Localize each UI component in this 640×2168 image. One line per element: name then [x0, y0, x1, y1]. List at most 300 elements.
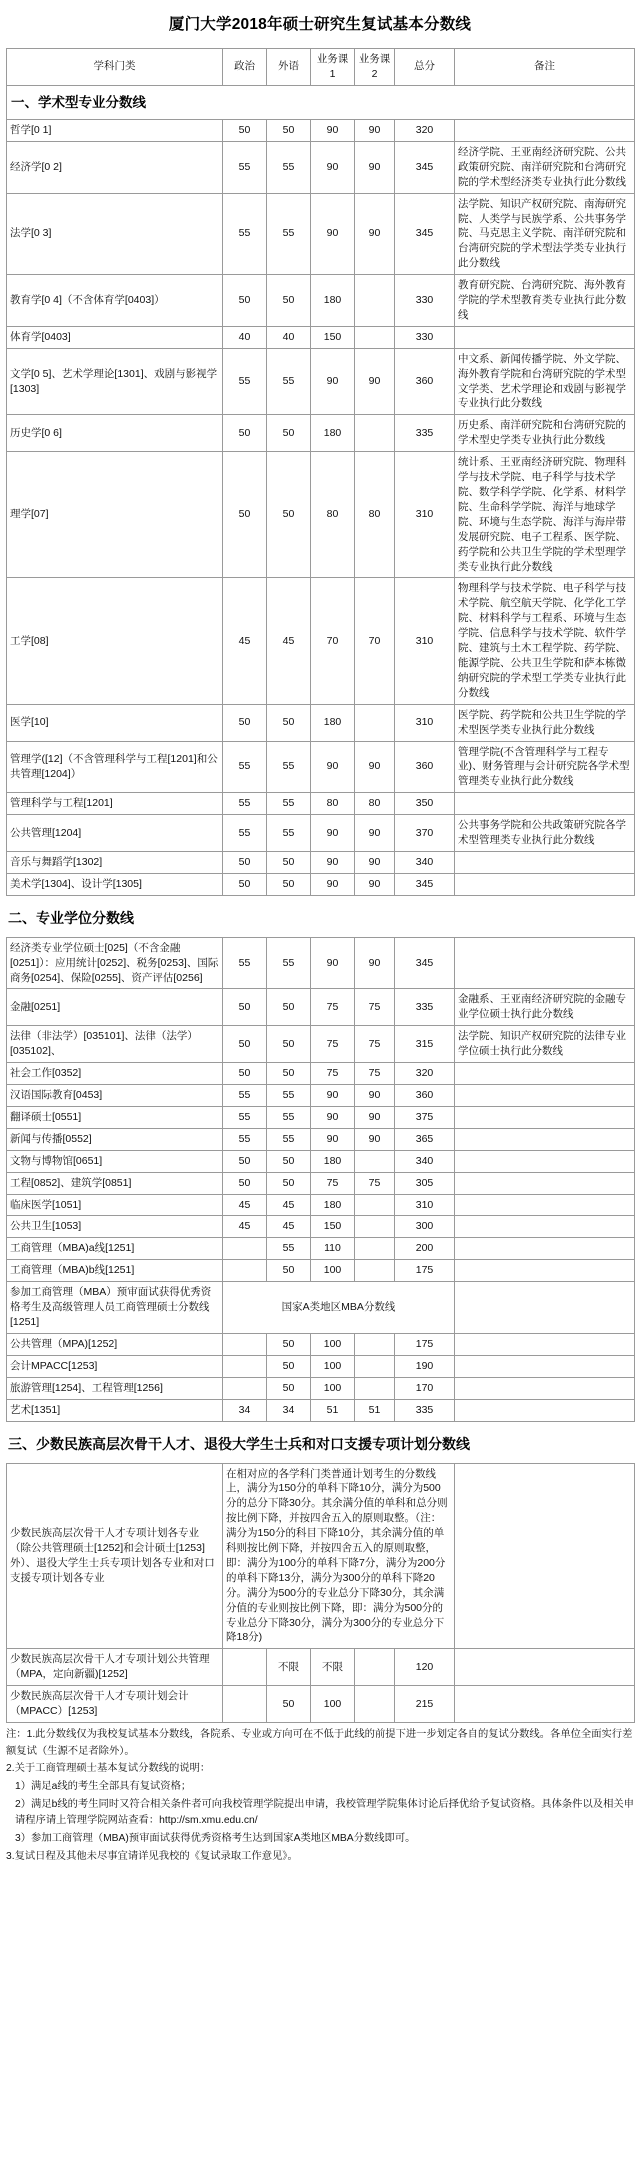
sec3-total-1: 120: [395, 1649, 455, 1686]
sec2-politics-11: [223, 1238, 267, 1260]
sec2-subject-5: 翻译硕士[0551]: [7, 1106, 223, 1128]
sec1-politics-11: 55: [223, 793, 267, 815]
table-row: [7, 1026, 635, 1063]
sec1-course2-0: 90: [355, 119, 395, 141]
sec1-total-2: 345: [395, 193, 455, 275]
sec1-course2-10: 90: [355, 741, 395, 793]
section-2-heading: 二、专业学位分数线: [8, 909, 134, 926]
sec2-foreign-0: 55: [267, 937, 311, 989]
sec2-politics-14: [223, 1333, 267, 1355]
sec2-total-2: 315: [395, 1026, 455, 1063]
footnote-1: 注：1.此分数线仅为我校复试基本分数线，各院系、专业或方向可在不低于此线的前提下进一步划定各自的复试分数线。各单位全面实行差额复试（生源不足者除外）。: [6, 1729, 633, 1757]
sec2-politics-6: 55: [223, 1128, 267, 1150]
table-row: [7, 1463, 635, 1649]
sec1-course2-5: 90: [355, 348, 395, 415]
sec1-politics-10: 55: [223, 741, 267, 793]
table-header-row: [7, 49, 635, 86]
sec1-politics-2: 55: [223, 193, 267, 275]
sec2-course1-9: 180: [311, 1194, 355, 1216]
sec2-course2-12: [355, 1260, 395, 1282]
sec1-total-4: 330: [395, 326, 455, 348]
sec1-remark-9: 医学院、药学院和公共卫生学院的学术型医学类专业执行此分数线: [455, 704, 635, 741]
sec2-foreign-15: 50: [267, 1355, 311, 1377]
sec2-remark-6: [455, 1128, 635, 1150]
sec2-remark-14: [455, 1333, 635, 1355]
sec2-subject-6: 新闻与传播[0552]: [7, 1128, 223, 1150]
sec3-merged-note-0: 在相对应的各学科门类普通计划考生的分数线上，满分为150分的单科下降10分，满分为500分的总分下降30分。其余满分值的单科和总分则按比例下降，并按四舍五入的原则取整。（注：满分为150分的科目下降10分，其余满分值的单科则按比例下降，并按四舍五入的原则取整，即：满分为100分的单科下降7分，满分为200分的单科下降13分，满分为300分的单科下降20分。满分为500分的专业总分下降30分，其余满分值的专业则按比例下降，即：满分为500分的专业总分下降30分，满分为300分的专业总分下降18分): [223, 1463, 455, 1649]
sec2-total-0: 345: [395, 937, 455, 989]
sec2-politics-15: [223, 1355, 267, 1377]
sec1-total-7: 310: [395, 452, 455, 578]
sec2-total-4: 360: [395, 1085, 455, 1107]
sec2-course1-10: 150: [311, 1216, 355, 1238]
column-header-major-course-1: 业务课1: [311, 49, 355, 86]
sec1-course1-6: 180: [311, 415, 355, 452]
sec3-subject-0: 少数民族高层次骨干人才专项计划各专业（除公共管理硕士[1252]和会计硕士[1253]外）、退役大学生士兵专项计划各专业和对口支援专项计划各专业: [7, 1463, 223, 1649]
sec2-course1-4: 90: [311, 1085, 355, 1107]
sec2-course2-16: [355, 1377, 395, 1399]
sec1-foreign-1: 55: [267, 141, 311, 193]
score-table-professional: [6, 937, 635, 1422]
section-3-body: [7, 1463, 635, 1723]
table-row: [7, 1282, 635, 1334]
sec2-total-9: 310: [395, 1194, 455, 1216]
sec1-remark-14: [455, 873, 635, 895]
sec1-subject-6: 历史学[0 6]: [7, 415, 223, 452]
sec2-course2-4: 90: [355, 1085, 395, 1107]
footnotes: [6, 1727, 634, 1865]
sec1-course2-11: 80: [355, 793, 395, 815]
sec2-politics-0: 55: [223, 937, 267, 989]
sec1-remark-8: 物理科学与技术学院、电子科学与技术学院、航空航天学院、化学化工学院、材料科学与工程系、环境与生态学院、信息科学与技术学院、软件学院、建筑与土木工程学院、药学院、能源学院、公共卫生学院和萨本栋微纳研究院的学术型工学类专业执行此分数线: [455, 578, 635, 704]
sec2-remark-1: 金融系、王亚南经济研究院的金融专业学位硕士执行此分数线: [455, 989, 635, 1026]
sec1-course2-1: 90: [355, 141, 395, 193]
sec2-foreign-12: 50: [267, 1260, 311, 1282]
sec2-course1-11: 110: [311, 1238, 355, 1260]
table-row: [7, 1150, 635, 1172]
sec2-foreign-5: 55: [267, 1106, 311, 1128]
sec2-subject-3: 社会工作[0352]: [7, 1063, 223, 1085]
sec2-politics-10: 45: [223, 1216, 267, 1238]
sec2-politics-2: 50: [223, 1026, 267, 1063]
table-row: [7, 1238, 635, 1260]
sec2-politics-16: [223, 1377, 267, 1399]
sec2-merged-note-13: 国家A类地区MBA分数线: [223, 1282, 455, 1334]
sec1-remark-12: 公共事务学院和公共政策研究院各学术型管理类专业执行此分数线: [455, 815, 635, 852]
sec1-subject-13: 音乐与舞蹈学[1302]: [7, 851, 223, 873]
sec2-foreign-16: 50: [267, 1377, 311, 1399]
sec2-course1-14: 100: [311, 1333, 355, 1355]
sec1-subject-0: 哲学[0 1]: [7, 119, 223, 141]
sec1-course1-2: 90: [311, 193, 355, 275]
table-row: [7, 851, 635, 873]
section-2-body: [7, 937, 635, 1421]
sec2-remark-9: [455, 1194, 635, 1216]
column-header-subject: 学科门类: [7, 49, 223, 86]
sec2-subject-15: 会计MPACC[1253]: [7, 1355, 223, 1377]
sec1-total-14: 345: [395, 873, 455, 895]
sec1-course1-9: 180: [311, 704, 355, 741]
sec2-foreign-1: 50: [267, 989, 311, 1026]
sec2-politics-12: [223, 1260, 267, 1282]
sec2-remark-11: [455, 1238, 635, 1260]
sec2-subject-11: 工商管理（MBA)a线[1251]: [7, 1238, 223, 1260]
sec1-foreign-11: 55: [267, 793, 311, 815]
table-row: [7, 1128, 635, 1150]
sec2-foreign-8: 50: [267, 1172, 311, 1194]
sec2-total-15: 190: [395, 1355, 455, 1377]
table-row: [7, 1194, 635, 1216]
table-row: [7, 141, 635, 193]
footnote-2-3: 3）参加工商管理（MBA)预审面试获得优秀资格考生达到国家A类地区MBA分数线即可。: [15, 1833, 416, 1845]
sec2-total-8: 305: [395, 1172, 455, 1194]
sec1-foreign-0: 50: [267, 119, 311, 141]
sec1-foreign-13: 50: [267, 851, 311, 873]
sec2-foreign-11: 55: [267, 1238, 311, 1260]
sec1-remark-2: 法学院、知识产权研究院、南海研究院、人类学与民族学系、公共事务学院、马克思主义学院、南洋研究院和台湾研究院的学术型法学类专业执行此分数线: [455, 193, 635, 275]
sec1-course2-6: [355, 415, 395, 452]
sec1-total-12: 370: [395, 815, 455, 852]
sec2-remark-13: [455, 1282, 635, 1334]
sec1-remark-5: 中文系、新闻传播学院、外文学院、海外教育学院和台湾研究院的学术型文学类、艺术学理论和戏剧与影视学专业执行此分数线: [455, 348, 635, 415]
sec2-subject-2: 法律（非法学）[035101]、法律（法学）[035102]、: [7, 1026, 223, 1063]
sec2-course2-10: [355, 1216, 395, 1238]
sec3-subject-2: 少数民族高层次骨干人才专项计划会计（MPACC）[1253]: [7, 1686, 223, 1723]
sec2-total-16: 170: [395, 1377, 455, 1399]
sec1-course2-4: [355, 326, 395, 348]
sec1-subject-8: 工学[08]: [7, 578, 223, 704]
sec1-course2-13: 90: [355, 851, 395, 873]
sec1-total-1: 345: [395, 141, 455, 193]
sec2-course1-7: 180: [311, 1150, 355, 1172]
sec2-subject-0: 经济类专业学位硕士[025]（不含金融[0251]）：应用统计[0252]、税务[0253]、国际商务[0254]、保险[0255]、资产评估[0256]: [7, 937, 223, 989]
sec2-remark-15: [455, 1355, 635, 1377]
sec1-total-6: 335: [395, 415, 455, 452]
score-table-main: [6, 48, 635, 896]
section-1-body: [7, 85, 635, 895]
sec2-remark-10: [455, 1216, 635, 1238]
sec1-course2-2: 90: [355, 193, 395, 275]
sec1-politics-4: 40: [223, 326, 267, 348]
sec1-total-3: 330: [395, 275, 455, 327]
table-row: [7, 1399, 635, 1421]
column-header-remarks: 备注: [455, 49, 635, 86]
sec2-course1-2: 75: [311, 1026, 355, 1063]
sec1-politics-9: 50: [223, 704, 267, 741]
sec1-remark-6: 历史系、南洋研究院和台湾研究院的学术型史学类专业执行此分数线: [455, 415, 635, 452]
sec1-total-0: 320: [395, 119, 455, 141]
sec1-foreign-10: 55: [267, 741, 311, 793]
sec2-remark-3: [455, 1063, 635, 1085]
sec2-course2-11: [355, 1238, 395, 1260]
sec2-course1-5: 90: [311, 1106, 355, 1128]
sec2-remark-17: [455, 1399, 635, 1421]
sec1-politics-6: 50: [223, 415, 267, 452]
sec1-foreign-12: 55: [267, 815, 311, 852]
sec2-course2-9: [355, 1194, 395, 1216]
table-row: [7, 1649, 635, 1686]
sec2-course2-1: 75: [355, 989, 395, 1026]
sec2-remark-2: 法学院、知识产权研究院的法律专业学位硕士执行此分数线: [455, 1026, 635, 1063]
sec1-total-13: 340: [395, 851, 455, 873]
sec2-politics-7: 50: [223, 1150, 267, 1172]
sec3-politics-1: [223, 1649, 267, 1686]
sec1-politics-12: 55: [223, 815, 267, 852]
sec1-politics-3: 50: [223, 275, 267, 327]
sec1-course1-5: 90: [311, 348, 355, 415]
table-row: [7, 873, 635, 895]
sec2-subject-10: 公共卫生[1053]: [7, 1216, 223, 1238]
sec1-remark-7: 统计系、王亚南经济研究院、物理科学与技术学院、电子科学与技术学院、数学科学学院、化学系、材料学院、生命科学学院、海洋与地球学院、环境与生态学院、海洋与海岸带发展研究院、电子工程系、医学院、药学院和公共卫生学院的学术型理学类专业执行此分数线: [455, 452, 635, 578]
column-header-major-course-2: 业务课2: [355, 49, 395, 86]
sec2-total-1: 335: [395, 989, 455, 1026]
table-row: [7, 989, 635, 1026]
sec3-remark-2: [455, 1686, 635, 1723]
sec2-total-6: 365: [395, 1128, 455, 1150]
table-row: [7, 326, 635, 348]
sec2-course1-0: 90: [311, 937, 355, 989]
sec2-course2-8: 75: [355, 1172, 395, 1194]
sec1-politics-8: 45: [223, 578, 267, 704]
sec1-course2-14: 90: [355, 873, 395, 895]
sec2-course2-15: [355, 1355, 395, 1377]
sec1-total-9: 310: [395, 704, 455, 741]
sec3-course2-1: [355, 1649, 395, 1686]
table-row: [7, 452, 635, 578]
table-row: [7, 578, 635, 704]
column-header-foreign-language: 外语: [267, 49, 311, 86]
sec1-remark-3: 教育研究院、台湾研究院、海外教育学院的学术型教育类专业执行此分数线: [455, 275, 635, 327]
sec1-subject-11: 管理科学与工程[1201]: [7, 793, 223, 815]
sec2-total-3: 320: [395, 1063, 455, 1085]
sec1-total-5: 360: [395, 348, 455, 415]
sec1-total-10: 360: [395, 741, 455, 793]
sec2-politics-4: 55: [223, 1085, 267, 1107]
sec2-course2-17: 51: [355, 1399, 395, 1421]
sec2-subject-14: 公共管理（MPA)[1252]: [7, 1333, 223, 1355]
table-row: [7, 815, 635, 852]
sec1-subject-7: 理学[07]: [7, 452, 223, 578]
sec1-foreign-9: 50: [267, 704, 311, 741]
column-header-total: 总分: [395, 49, 455, 86]
section-3-heading: 三、少数民族高层次骨干人才、退役大学生士兵和对口支援专项计划分数线: [8, 1435, 470, 1452]
table-row: [7, 415, 635, 452]
sec1-foreign-7: 50: [267, 452, 311, 578]
sec2-course2-6: 90: [355, 1128, 395, 1150]
sec1-course1-7: 80: [311, 452, 355, 578]
sec2-course2-0: 90: [355, 937, 395, 989]
sec3-politics-2: [223, 1686, 267, 1723]
table-row: [7, 937, 635, 989]
sec1-subject-14: 美术学[1304]、设计学[1305]: [7, 873, 223, 895]
sec3-remark-1: [455, 1649, 635, 1686]
table-row: [7, 1216, 635, 1238]
sec2-course2-2: 75: [355, 1026, 395, 1063]
sec2-foreign-9: 45: [267, 1194, 311, 1216]
table-row: [7, 275, 635, 327]
column-header-politics: 政治: [223, 49, 267, 86]
sec1-section-title-text: 一、学术型专业分数线: [11, 94, 146, 110]
sec1-course1-1: 90: [311, 141, 355, 193]
table-row: [7, 348, 635, 415]
table-row: [7, 793, 635, 815]
sec2-foreign-3: 50: [267, 1063, 311, 1085]
sec1-foreign-6: 50: [267, 415, 311, 452]
sec1-subject-4: 体育学[0403]: [7, 326, 223, 348]
sec2-foreign-10: 45: [267, 1216, 311, 1238]
page-title: 厦门大学2018年硕士研究生复试基本分数线: [168, 16, 472, 33]
table-row: [7, 1355, 635, 1377]
sec3-course1-1: 不限: [311, 1649, 355, 1686]
sec1-foreign-3: 50: [267, 275, 311, 327]
sec1-politics-0: 50: [223, 119, 267, 141]
sec1-course1-14: 90: [311, 873, 355, 895]
sec2-total-14: 175: [395, 1333, 455, 1355]
sec1-politics-5: 55: [223, 348, 267, 415]
table-row: [7, 741, 635, 793]
sec2-course1-8: 75: [311, 1172, 355, 1194]
sec1-foreign-4: 40: [267, 326, 311, 348]
score-table-special-programs: [6, 1463, 635, 1724]
sec1-subject-10: 管理学([12]（不含管理科学与工程[1201]和公共管理[1204]）: [7, 741, 223, 793]
sec1-foreign-8: 45: [267, 578, 311, 704]
sec1-course1-10: 90: [311, 741, 355, 793]
sec2-foreign-2: 50: [267, 1026, 311, 1063]
sec2-politics-3: 50: [223, 1063, 267, 1085]
sec2-subject-16: 旅游管理[1254]、工程管理[1256]: [7, 1377, 223, 1399]
sec1-subject-12: 公共管理[1204]: [7, 815, 223, 852]
sec3-total-2: 215: [395, 1686, 455, 1723]
sec2-course1-16: 100: [311, 1377, 355, 1399]
sec1-remark-13: [455, 851, 635, 873]
table-row: [7, 1172, 635, 1194]
sec3-foreign-2: 50: [267, 1686, 311, 1723]
sec2-remark-16: [455, 1377, 635, 1399]
sec2-course2-3: 75: [355, 1063, 395, 1085]
sec2-course1-3: 75: [311, 1063, 355, 1085]
sec1-foreign-14: 50: [267, 873, 311, 895]
table-row: [7, 119, 635, 141]
sec2-course2-14: [355, 1333, 395, 1355]
sec2-politics-1: 50: [223, 989, 267, 1026]
sec2-remark-8: [455, 1172, 635, 1194]
sec1-course2-3: [355, 275, 395, 327]
sec3-subject-1: 少数民族高层次骨干人才专项计划公共管理（MPA，定向新疆)[1252]: [7, 1649, 223, 1686]
sec1-course1-13: 90: [311, 851, 355, 873]
sec1-subject-3: 教育学[0 4]（不含体育学[0403]）: [7, 275, 223, 327]
table-row: [7, 1063, 635, 1085]
sec2-foreign-7: 50: [267, 1150, 311, 1172]
sec1-politics-1: 55: [223, 141, 267, 193]
sec1-course1-4: 150: [311, 326, 355, 348]
sec2-total-17: 335: [395, 1399, 455, 1421]
sec1-total-11: 350: [395, 793, 455, 815]
table-row: [7, 1377, 635, 1399]
sec2-total-11: 200: [395, 1238, 455, 1260]
sec2-foreign-4: 55: [267, 1085, 311, 1107]
sec2-subject-4: 汉语国际教育[0453]: [7, 1085, 223, 1107]
sec1-politics-7: 50: [223, 452, 267, 578]
table-row: [7, 1686, 635, 1723]
sec2-remark-5: [455, 1106, 635, 1128]
sec2-total-7: 340: [395, 1150, 455, 1172]
sec2-total-5: 375: [395, 1106, 455, 1128]
sec1-course2-9: [355, 704, 395, 741]
sec1-subject-1: 经济学[0 2]: [7, 141, 223, 193]
sec2-foreign-17: 34: [267, 1399, 311, 1421]
sec2-course1-12: 100: [311, 1260, 355, 1282]
sec1-subject-5: 文学[0 5]、艺术学理论[1301]、戏剧与影视学[1303]: [7, 348, 223, 415]
sec2-politics-8: 50: [223, 1172, 267, 1194]
sec2-foreign-14: 50: [267, 1333, 311, 1355]
sec3-foreign-1: 不限: [267, 1649, 311, 1686]
sec3-course1-2: 100: [311, 1686, 355, 1723]
sec1-course1-0: 90: [311, 119, 355, 141]
sec1-course1-11: 80: [311, 793, 355, 815]
table-row: [7, 704, 635, 741]
sec2-subject-7: 文物与博物馆[0651]: [7, 1150, 223, 1172]
table-row: [7, 1085, 635, 1107]
sec3-remark-0: [455, 1463, 635, 1649]
sec2-subject-12: 工商管理（MBA)b线[1251]: [7, 1260, 223, 1282]
sec1-course1-3: 180: [311, 275, 355, 327]
sec1-remark-1: 经济学院、王亚南经济研究院、公共政策研究院、南洋研究院和台湾研究院的学术型经济类专业执行此分数线: [455, 141, 635, 193]
sec1-foreign-5: 55: [267, 348, 311, 415]
sec2-subject-13: 参加工商管理（MBA）预审面试获得优秀资格考生及高级管理人员工商管理硕士分数线[1251]: [7, 1282, 223, 1334]
sec2-total-12: 175: [395, 1260, 455, 1282]
sec1-remark-0: [455, 119, 635, 141]
footnote-2-2: 2）满足b线的考生同时又符合相关条件者可向我校管理学院提出申请，我校管理学院集体讨论后择优给予复试资格。具体条件以及相关申请程序请上管理学院网站查看：http://sm.xmu.edu.cn/: [15, 1798, 634, 1827]
sec1-remark-11: [455, 793, 635, 815]
sec2-subject-1: 金融[0251]: [7, 989, 223, 1026]
sec1-politics-13: 50: [223, 851, 267, 873]
sec2-course1-15: 100: [311, 1355, 355, 1377]
sec2-subject-9: 临床医学[1051]: [7, 1194, 223, 1216]
sec1-section-heading: [7, 85, 635, 119]
sec1-course2-12: 90: [355, 815, 395, 852]
sec1-remark-10: 管理学院(不含管理科学与工程专业)、财务管理与会计研究院各学术型管理类专业执行此分数线: [455, 741, 635, 793]
sec2-remark-7: [455, 1150, 635, 1172]
sec2-politics-5: 55: [223, 1106, 267, 1128]
sec2-subject-17: 艺术[1351]: [7, 1399, 223, 1421]
table-row: [7, 1333, 635, 1355]
sec1-subject-9: 医学[10]: [7, 704, 223, 741]
footnote-2: 2.关于工商管理硕士基本复试分数线的说明：: [6, 1763, 211, 1775]
sec2-course1-6: 90: [311, 1128, 355, 1150]
sec1-subject-2: 法学[0 3]: [7, 193, 223, 275]
sec1-remark-4: [455, 326, 635, 348]
sec2-total-10: 300: [395, 1216, 455, 1238]
sec1-politics-14: 50: [223, 873, 267, 895]
sec2-course1-1: 75: [311, 989, 355, 1026]
footnote-2-1: 1）满足a线的考生全部具有复试资格；: [15, 1781, 192, 1793]
sec1-section-heading-row: [7, 85, 635, 119]
sec2-foreign-6: 55: [267, 1128, 311, 1150]
sec3-course2-2: [355, 1686, 395, 1723]
sec1-course2-8: 70: [355, 578, 395, 704]
footnote-3: 3.复试日程及其他未尽事宜请详见我校的《复试录取工作意见》。: [6, 1850, 298, 1862]
sec2-politics-9: 45: [223, 1194, 267, 1216]
sec2-remark-12: [455, 1260, 635, 1282]
sec1-foreign-2: 55: [267, 193, 311, 275]
sec2-remark-4: [455, 1085, 635, 1107]
sec2-remark-0: [455, 937, 635, 989]
table-row: [7, 193, 635, 275]
sec1-total-8: 310: [395, 578, 455, 704]
sec2-politics-17: 34: [223, 1399, 267, 1421]
sec2-course2-5: 90: [355, 1106, 395, 1128]
sec2-course2-7: [355, 1150, 395, 1172]
